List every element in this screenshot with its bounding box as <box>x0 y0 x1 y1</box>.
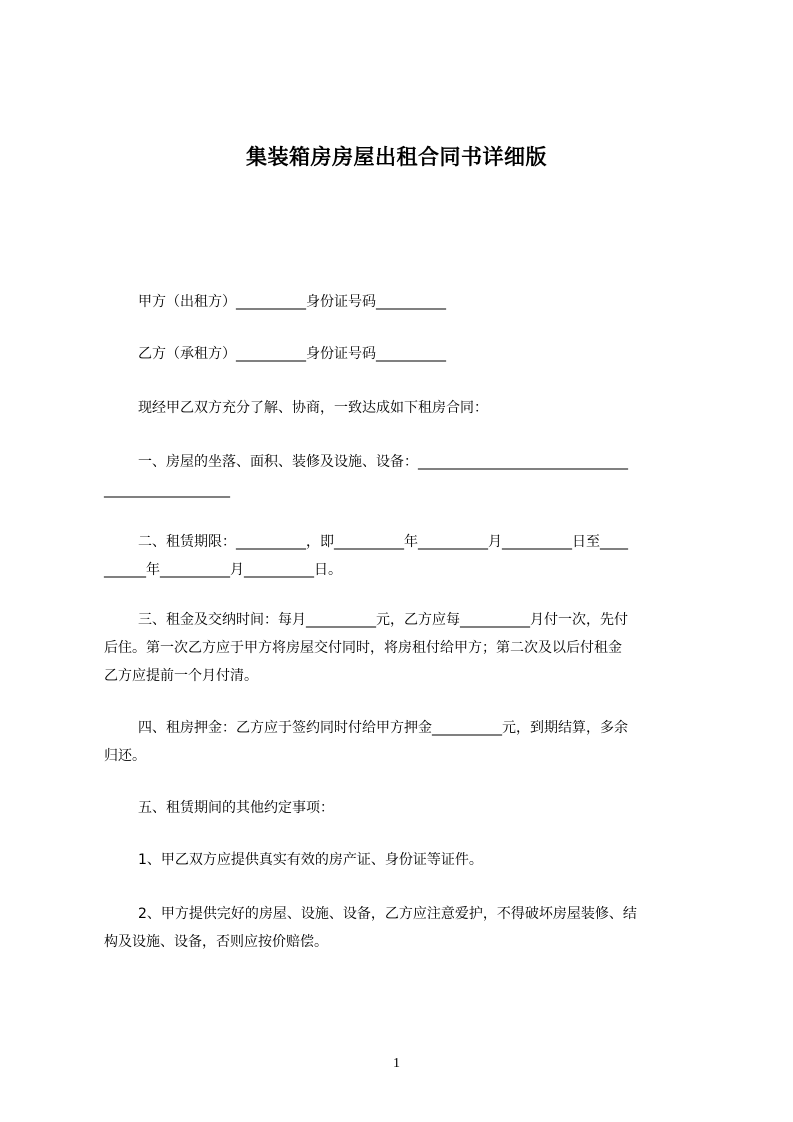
clause-3-line-1: 三、租金及交纳时间：每月__________元，乙方应每__________月付一次，先付 <box>138 612 628 628</box>
clause-5-1-line-1: 1、甲乙双方应提供真实有效的房产证、身份证等证件。 <box>138 852 483 868</box>
preamble-paragraph <box>104 394 704 422</box>
clause-1-line-2: __________________ <box>104 482 230 498</box>
party-a-line-1: 甲方（出租方）__________身份证号码__________ <box>138 294 446 310</box>
clause-4-line-2: 归还。 <box>104 748 146 764</box>
clause-4-line-1: 四、租房押金：乙方应于签约同时付给甲方押金__________元，到期结算，多余 <box>138 720 628 736</box>
preamble-line-1: 现经甲乙双方充分了解、协商，一致达成如下租房合同： <box>138 400 488 416</box>
document-title: 集装箱房房屋出租合同书详细版 <box>246 145 547 169</box>
clause-5-1-paragraph <box>104 846 704 874</box>
party-a-paragraph <box>104 288 704 316</box>
clause-1-paragraph <box>104 448 704 504</box>
clause-5-2-paragraph <box>104 900 704 956</box>
page-number: 1 <box>393 1056 400 1071</box>
clause-3-paragraph <box>104 606 704 690</box>
clause-2-paragraph <box>104 528 704 584</box>
clause-5-2-line-2: 构及设施、设备，否则应按价赔偿。 <box>104 934 328 950</box>
clause-5-paragraph <box>104 794 704 822</box>
clause-3-line-2: 后住。第一次乙方应于甲方将房屋交付同时，将房租付给甲方；第二次及以后付租金 <box>104 640 622 656</box>
clause-5-2-line-1: 2、甲方提供完好的房屋、设施、设备，乙方应注意爱护，不得破坏房屋装修、结 <box>138 906 637 922</box>
clause-1-line-1: 一、房屋的坐落、面积、装修及设施、设备：______________________________ <box>138 454 628 470</box>
clause-3-line-3: 乙方应提前一个月付清。 <box>104 668 258 684</box>
clause-2-line-1: 二、租赁期限：__________，即__________年__________月__________日至____ <box>138 534 628 550</box>
party-b-line-1: 乙方（承租方）__________身份证号码__________ <box>138 346 446 362</box>
party-b-paragraph <box>104 340 704 368</box>
clause-2-line-2: ______年__________月__________日。 <box>104 562 342 578</box>
clause-4-paragraph <box>104 714 704 770</box>
clause-5-line-1: 五、租赁期间的其他约定事项： <box>138 800 334 816</box>
